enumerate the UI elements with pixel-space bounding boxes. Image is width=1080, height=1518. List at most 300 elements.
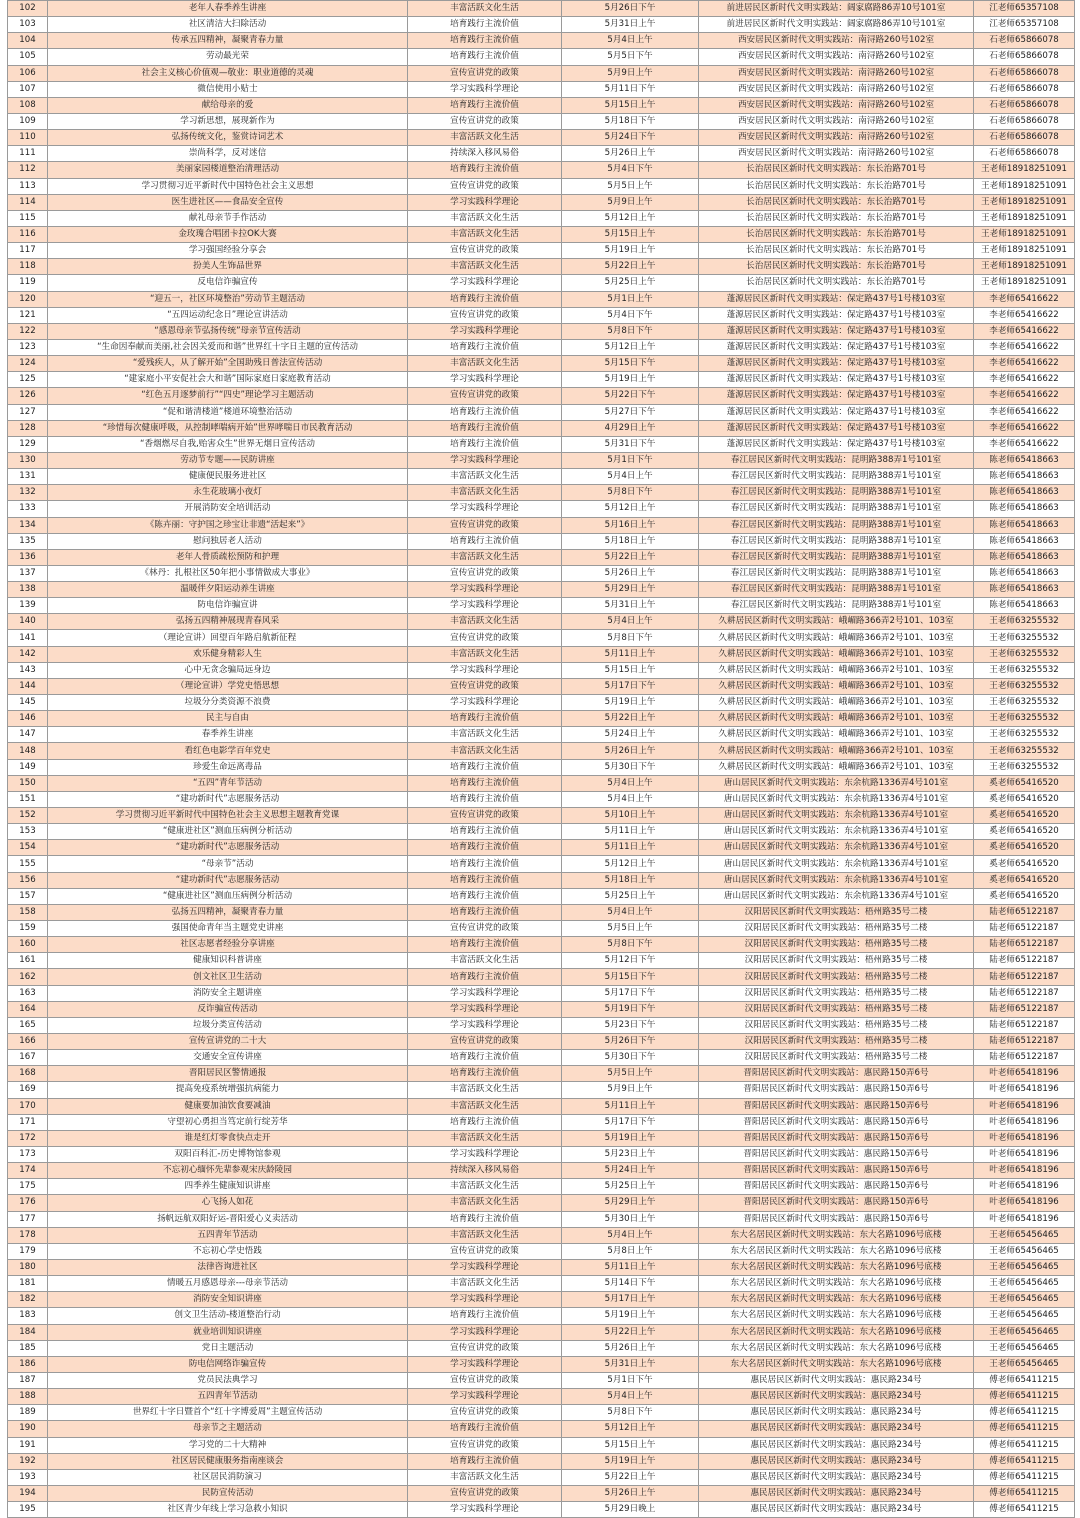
activity-time-cell: 5月15日上午 (562, 1437, 699, 1453)
activity-category-cell: 宣传宣讲党的政策 (408, 921, 562, 937)
activity-location-cell: 蓬源居民区新时代文明实践站：保定路437号1号楼103室 (699, 388, 974, 404)
table-row (8, 81, 1075, 97)
activity-location-cell: 唐山居民区新时代文明实践站：东余杭路1336弄4号101室 (699, 775, 974, 791)
activity-time-cell: 5月30日上午 (562, 1211, 699, 1227)
activity-location-cell: 唐山居民区新时代文明实践站：东余杭路1336弄4号101室 (699, 888, 974, 904)
table-row (8, 1421, 1075, 1437)
activity-category-cell: 学习实践科学理论 (408, 1389, 562, 1405)
activity-time-cell: 5月15日上午 (562, 97, 699, 113)
contact-person-cell: 王老师63255532 (974, 711, 1075, 727)
table-row (8, 921, 1075, 937)
row-number-cell: 159 (8, 921, 48, 937)
row-number-cell: 125 (8, 372, 48, 388)
activity-category-cell: 培育践行主流价值 (408, 888, 562, 904)
row-number-cell: 115 (8, 210, 48, 226)
activity-location-cell: 久耕居民区新时代文明实践站：峨嵋路366弄2号101、103室 (699, 678, 974, 694)
activity-location-cell: 惠民居民区新时代文明实践站：惠民路234号 (699, 1469, 974, 1485)
activity-time-cell: 5月31日下午 (562, 436, 699, 452)
activity-time-cell: 5月12日上午 (562, 1421, 699, 1437)
contact-person-cell: 石老师65866078 (974, 113, 1075, 129)
activity-time-cell: 5月22日上午 (562, 1469, 699, 1485)
activity-location-cell: 晋阳居民区新时代文明实践站：惠民路150弄6号 (699, 1146, 974, 1162)
activity-name-cell: 心飞扬人如花 (48, 1195, 408, 1211)
activity-name-cell: 《陈卉丽：守护国之珍宝让非遗“活起来”》 (48, 517, 408, 533)
row-number-cell: 155 (8, 856, 48, 872)
activity-category-cell: 培育践行主流价值 (408, 49, 562, 65)
activity-location-cell: 长治居民区新时代文明实践站：东长治路701号 (699, 243, 974, 259)
activity-time-cell: 5月25日上午 (562, 1179, 699, 1195)
table-row (8, 695, 1075, 711)
table-row (8, 1308, 1075, 1324)
table-row (8, 1017, 1075, 1033)
activity-location-cell: 春江居民区新时代文明实践站：昆明路388弄1号101室 (699, 517, 974, 533)
table-row (8, 985, 1075, 1001)
activity-time-cell: 5月27日下午 (562, 404, 699, 420)
activity-time-cell: 5月4日上午 (562, 775, 699, 791)
row-number-cell: 129 (8, 436, 48, 452)
activity-time-cell: 5月9日上午 (562, 1082, 699, 1098)
contact-person-cell: 叶老师65418196 (974, 1130, 1075, 1146)
contact-person-cell: 陈老师65418663 (974, 549, 1075, 565)
activity-time-cell: 5月31日上午 (562, 598, 699, 614)
activity-location-cell: 汉阳居民区新时代文明实践站：梧州路35号二楼 (699, 937, 974, 953)
row-number-cell: 111 (8, 146, 48, 162)
activity-time-cell: 5月4日上午 (562, 33, 699, 49)
contact-person-cell: 叶老师65418196 (974, 1163, 1075, 1179)
activity-time-cell: 5月19日上午 (562, 372, 699, 388)
activity-location-cell: 长治居民区新时代文明实践站：东长治路701号 (699, 178, 974, 194)
activity-time-cell: 5月14日下午 (562, 1276, 699, 1292)
activity-time-cell: 5月25日上午 (562, 275, 699, 291)
activity-category-cell: 培育践行主流价值 (408, 1211, 562, 1227)
activity-name-cell: 消防安全主题讲座 (48, 985, 408, 1001)
activity-location-cell: 春江居民区新时代文明实践站：昆明路388弄1号101室 (699, 533, 974, 549)
table-row (8, 17, 1075, 33)
row-number-cell: 165 (8, 1017, 48, 1033)
table-row (8, 1001, 1075, 1017)
activity-location-cell: 长治居民区新时代文明实践站：东长治路701号 (699, 259, 974, 275)
row-number-cell: 171 (8, 1114, 48, 1130)
activity-location-cell: 晋阳居民区新时代文明实践站：惠民路150弄6号 (699, 1130, 974, 1146)
row-number-cell: 160 (8, 937, 48, 953)
activity-name-cell: “建家庭小平安促社会大和谐”国际家庭日家庭教育活动 (48, 372, 408, 388)
contact-person-cell: 王老师65456465 (974, 1292, 1075, 1308)
activity-time-cell: 5月18日下午 (562, 113, 699, 129)
row-number-cell: 128 (8, 420, 48, 436)
activity-name-cell: 开展消防安全培训活动 (48, 501, 408, 517)
table-row (8, 937, 1075, 953)
activity-category-cell: 学习实践科学理论 (408, 275, 562, 291)
table-row (8, 49, 1075, 65)
activity-location-cell: 蓬源居民区新时代文明实践站：保定路437号1号楼103室 (699, 372, 974, 388)
activity-location-cell: 唐山居民区新时代文明实践站：东余杭路1336弄4号101室 (699, 824, 974, 840)
contact-person-cell: 王老师65456465 (974, 1259, 1075, 1275)
activity-time-cell: 5月1日下午 (562, 1372, 699, 1388)
row-number-cell: 177 (8, 1211, 48, 1227)
row-number-cell: 180 (8, 1259, 48, 1275)
activity-category-cell: 丰富活跃文化生活 (408, 1195, 562, 1211)
contact-person-cell: 陈老师65418663 (974, 452, 1075, 468)
table-row (8, 1, 1075, 17)
contact-person-cell: 李老师65416622 (974, 291, 1075, 307)
activity-time-cell: 5月11日下午 (562, 81, 699, 97)
activity-time-cell: 5月19日上午 (562, 695, 699, 711)
contact-person-cell: 叶老师65418196 (974, 1195, 1075, 1211)
activity-name-cell: 创文卫生活动-楼道整治行动 (48, 1308, 408, 1324)
activity-category-cell: 宣传宣讲党的政策 (408, 243, 562, 259)
activity-category-cell: 丰富活跃文化生活 (408, 1082, 562, 1098)
row-number-cell: 120 (8, 291, 48, 307)
table-row (8, 1502, 1075, 1518)
activity-location-cell: 惠民居民区新时代文明实践站：惠民路234号 (699, 1389, 974, 1405)
activity-location-cell: 春江居民区新时代文明实践站：昆明路388弄1号101室 (699, 452, 974, 468)
activity-name-cell: 学习贯彻习近平新时代中国特色社会主义思想主题教育党课 (48, 808, 408, 824)
row-number-cell: 163 (8, 985, 48, 1001)
activity-time-cell: 5月8日下午 (562, 1405, 699, 1421)
contact-person-cell: 王老师18918251091 (974, 178, 1075, 194)
contact-person-cell: 李老师65416622 (974, 356, 1075, 372)
table-row (8, 162, 1075, 178)
activity-time-cell: 5月26日上午 (562, 146, 699, 162)
row-number-cell: 172 (8, 1130, 48, 1146)
row-number-cell: 137 (8, 565, 48, 581)
row-number-cell: 153 (8, 824, 48, 840)
table-row (8, 1082, 1075, 1098)
table-row (8, 743, 1075, 759)
row-number-cell: 116 (8, 226, 48, 242)
activity-name-cell: 学习新思想，展现新作为 (48, 113, 408, 129)
contact-person-cell: 李老师65416622 (974, 372, 1075, 388)
activity-time-cell: 5月19日上午 (562, 1453, 699, 1469)
row-number-cell: 132 (8, 485, 48, 501)
contact-person-cell: 王老师18918251091 (974, 275, 1075, 291)
activity-category-cell: 培育践行主流价值 (408, 291, 562, 307)
activity-category-cell: 培育践行主流价值 (408, 533, 562, 549)
activity-name-cell: 党员民法典学习 (48, 1372, 408, 1388)
row-number-cell: 185 (8, 1340, 48, 1356)
contact-person-cell: 王老师63255532 (974, 695, 1075, 711)
table-row (8, 291, 1075, 307)
row-number-cell: 147 (8, 727, 48, 743)
row-number-cell: 102 (8, 1, 48, 17)
activity-name-cell: 防电信网络诈骗宣传 (48, 1356, 408, 1372)
row-number-cell: 157 (8, 888, 48, 904)
contact-person-cell: 石老师65866078 (974, 146, 1075, 162)
row-number-cell: 113 (8, 178, 48, 194)
activity-time-cell: 5月5日下午 (562, 49, 699, 65)
activity-location-cell: 蓬源居民区新时代文明实践站：保定路437号1号楼103室 (699, 323, 974, 339)
table-row (8, 1179, 1075, 1195)
activity-time-cell: 5月18日上午 (562, 872, 699, 888)
row-number-cell: 104 (8, 33, 48, 49)
activity-category-cell: 培育践行主流价值 (408, 937, 562, 953)
activity-name-cell: “爱残疾人，从了解开始”全国助残日普法宣传活动 (48, 356, 408, 372)
row-number-cell: 117 (8, 243, 48, 259)
activity-category-cell: 宣传宣讲党的政策 (408, 1243, 562, 1259)
activity-category-cell: 宣传宣讲党的政策 (408, 517, 562, 533)
activity-category-cell: 丰富活跃文化生活 (408, 259, 562, 275)
activity-time-cell: 5月12日上午 (562, 856, 699, 872)
contact-person-cell: 叶老师65418196 (974, 1146, 1075, 1162)
row-number-cell: 162 (8, 969, 48, 985)
activity-category-cell: 培育践行主流价值 (408, 872, 562, 888)
activity-category-cell: 丰富活跃文化生活 (408, 1227, 562, 1243)
table-row (8, 469, 1075, 485)
contact-person-cell: 傅老师65411215 (974, 1405, 1075, 1421)
contact-person-cell: 奚老师65416520 (974, 791, 1075, 807)
activity-name-cell: 谁是红灯零食快点走开 (48, 1130, 408, 1146)
contact-person-cell: 江老师65357108 (974, 1, 1075, 17)
activity-name-cell: 消防安全知识讲座 (48, 1292, 408, 1308)
activity-location-cell: 晋阳居民区新时代文明实践站：惠民路150弄6号 (699, 1163, 974, 1179)
contact-person-cell: 奚老师65416520 (974, 808, 1075, 824)
activity-time-cell: 5月26日上午 (562, 1485, 699, 1501)
activity-category-cell: 持续深入移风易俗 (408, 1163, 562, 1179)
table-row (8, 565, 1075, 581)
row-number-cell: 182 (8, 1292, 48, 1308)
activity-category-cell: 持续深入移风易俗 (408, 146, 562, 162)
activity-name-cell: 心中无贪念骗局远身边 (48, 662, 408, 678)
activity-time-cell: 5月26日上午 (562, 1340, 699, 1356)
activity-category-cell: 丰富活跃文化生活 (408, 210, 562, 226)
contact-person-cell: 石老师65866078 (974, 130, 1075, 146)
table-row (8, 598, 1075, 614)
table-row (8, 1066, 1075, 1082)
activity-name-cell: “建功新时代”志愿服务活动 (48, 872, 408, 888)
activity-location-cell: 汉阳居民区新时代文明实践站：梧州路35号二楼 (699, 1017, 974, 1033)
activity-time-cell: 5月30日下午 (562, 1050, 699, 1066)
table-row (8, 1243, 1075, 1259)
activity-category-cell: 培育践行主流价值 (408, 711, 562, 727)
activity-time-cell: 5月8日下午 (562, 630, 699, 646)
activity-name-cell: 五四青年节活动 (48, 1389, 408, 1405)
activity-category-cell: 宣传宣讲党的政策 (408, 1372, 562, 1388)
activity-category-cell: 学习实践科学理论 (408, 1356, 562, 1372)
activity-category-cell: 学习实践科学理论 (408, 194, 562, 210)
activity-name-cell: 垃圾分类宣传活动 (48, 1017, 408, 1033)
contact-person-cell: 奚老师65416520 (974, 824, 1075, 840)
activity-time-cell: 5月5日上午 (562, 921, 699, 937)
activity-time-cell: 5月26日上午 (562, 743, 699, 759)
table-row (8, 1372, 1075, 1388)
activity-category-cell: 培育践行主流价值 (408, 33, 562, 49)
activity-location-cell: 西安居民区新时代文明实践站：南浔路260号102室 (699, 113, 974, 129)
activity-name-cell: 温暖伴夕阳运动养生讲座 (48, 582, 408, 598)
activity-category-cell: 宣传宣讲党的政策 (408, 1405, 562, 1421)
row-number-cell: 150 (8, 775, 48, 791)
activity-time-cell: 5月8日下午 (562, 323, 699, 339)
row-number-cell: 138 (8, 582, 48, 598)
activity-time-cell: 5月19日下午 (562, 1001, 699, 1017)
row-number-cell: 175 (8, 1179, 48, 1195)
activity-category-cell: 丰富活跃文化生活 (408, 469, 562, 485)
activity-category-cell: 学习实践科学理论 (408, 582, 562, 598)
activity-location-cell: 长治居民区新时代文明实践站：东长治路701号 (699, 194, 974, 210)
row-number-cell: 173 (8, 1146, 48, 1162)
activity-category-cell: 培育践行主流价值 (408, 17, 562, 33)
activity-category-cell: 培育践行主流价值 (408, 1453, 562, 1469)
activity-category-cell: 培育践行主流价值 (408, 840, 562, 856)
contact-person-cell: 奚老师65416520 (974, 856, 1075, 872)
activity-category-cell: 培育践行主流价值 (408, 436, 562, 452)
activity-category-cell: 宣传宣讲党的政策 (408, 113, 562, 129)
table-row (8, 452, 1075, 468)
table-row (8, 711, 1075, 727)
table-row (8, 1211, 1075, 1227)
activity-name-cell: 金玫瑰合唱团卡拉OK大赛 (48, 226, 408, 242)
activity-name-cell: 献给母亲的爱 (48, 97, 408, 113)
table-row (8, 388, 1075, 404)
activity-time-cell: 5月24日下午 (562, 130, 699, 146)
table-row (8, 1276, 1075, 1292)
activity-location-cell: 长治居民区新时代文明实践站：东长治路701号 (699, 275, 974, 291)
contact-person-cell: 陆老师65122187 (974, 985, 1075, 1001)
activity-time-cell: 5月11日上午 (562, 1259, 699, 1275)
activity-location-cell: 蓬源居民区新时代文明实践站：保定路437号1号楼103室 (699, 339, 974, 355)
contact-person-cell: 王老师63255532 (974, 678, 1075, 694)
activity-time-cell: 5月4日上午 (562, 791, 699, 807)
activity-location-cell: 蓬源居民区新时代文明实践站：保定路437号1号楼103室 (699, 404, 974, 420)
activity-category-cell: 宣传宣讲党的政策 (408, 630, 562, 646)
activity-location-cell: 西安居民区新时代文明实践站：南浔路260号102室 (699, 49, 974, 65)
activity-time-cell: 5月5日上午 (562, 1066, 699, 1082)
activity-name-cell: “母亲节”活动 (48, 856, 408, 872)
activity-location-cell: 唐山居民区新时代文明实践站：东余杭路1336弄4号101室 (699, 856, 974, 872)
activity-location-cell: 东大名居民区新时代文明实践站：东大名路1096号底楼 (699, 1227, 974, 1243)
contact-person-cell: 陆老师65122187 (974, 921, 1075, 937)
activity-time-cell: 5月4日上午 (562, 904, 699, 920)
activity-category-cell: 宣传宣讲党的政策 (408, 808, 562, 824)
activity-location-cell: 晋阳居民区新时代文明实践站：惠民路150弄6号 (699, 1098, 974, 1114)
activity-category-cell: 宣传宣讲党的政策 (408, 178, 562, 194)
activity-name-cell: 珍爱生命远离毒品 (48, 759, 408, 775)
activity-name-cell: 扮美人生饰品世界 (48, 259, 408, 275)
activity-category-cell: 丰富活跃文化生活 (408, 1, 562, 17)
contact-person-cell: 傅老师65411215 (974, 1389, 1075, 1405)
activity-time-cell: 5月17日下午 (562, 678, 699, 694)
contact-person-cell: 傅老师65411215 (974, 1372, 1075, 1388)
table-row (8, 759, 1075, 775)
activity-name-cell: 民防宣传活动 (48, 1485, 408, 1501)
contact-person-cell: 王老师63255532 (974, 630, 1075, 646)
activity-category-cell: 宣传宣讲党的政策 (408, 1034, 562, 1050)
contact-person-cell: 陆老师65122187 (974, 1001, 1075, 1017)
row-number-cell: 158 (8, 904, 48, 920)
contact-person-cell: 王老师18918251091 (974, 226, 1075, 242)
activity-location-cell: 春江居民区新时代文明实践站：昆明路388弄1号101室 (699, 598, 974, 614)
activity-category-cell: 学习实践科学理论 (408, 1146, 562, 1162)
activity-location-cell: 东大名居民区新时代文明实践站：东大名路1096号底楼 (699, 1324, 974, 1340)
row-number-cell: 109 (8, 113, 48, 129)
contact-person-cell: 江老师65357108 (974, 17, 1075, 33)
activity-name-cell: （理论宣讲）回望百年路启航新征程 (48, 630, 408, 646)
activity-time-cell: 5月26日下午 (562, 1, 699, 17)
activity-time-cell: 5月22日上午 (562, 1324, 699, 1340)
contact-person-cell: 李老师65416622 (974, 323, 1075, 339)
contact-person-cell: 王老师65456465 (974, 1276, 1075, 1292)
activity-category-cell: 宣传宣讲党的政策 (408, 1340, 562, 1356)
activity-location-cell: 久耕居民区新时代文明实践站：峨嵋路366弄2号101、103室 (699, 695, 974, 711)
contact-person-cell: 奚老师65416520 (974, 888, 1075, 904)
activity-location-cell: 汉阳居民区新时代文明实践站：梧州路35号二楼 (699, 921, 974, 937)
activity-location-cell: 东大名居民区新时代文明实践站：东大名路1096号底楼 (699, 1308, 974, 1324)
table-row (8, 65, 1075, 81)
table-row (8, 1098, 1075, 1114)
activity-location-cell: 长治居民区新时代文明实践站：东长治路701号 (699, 210, 974, 226)
contact-person-cell: 陈老师65418663 (974, 469, 1075, 485)
activity-time-cell: 5月29日上午 (562, 582, 699, 598)
contact-person-cell: 王老师18918251091 (974, 259, 1075, 275)
row-number-cell: 108 (8, 97, 48, 113)
activity-name-cell: “建功新时代”志愿服务活动 (48, 791, 408, 807)
activity-time-cell: 5月12日下午 (562, 953, 699, 969)
activity-name-cell: 慰问独居老人活动 (48, 533, 408, 549)
contact-person-cell: 陆老师65122187 (974, 937, 1075, 953)
table-row (8, 662, 1075, 678)
activity-location-cell: 久耕居民区新时代文明实践站：峨嵋路366弄2号101、103室 (699, 743, 974, 759)
table-row (8, 678, 1075, 694)
table-row (8, 1130, 1075, 1146)
row-number-cell: 154 (8, 840, 48, 856)
table-row (8, 259, 1075, 275)
row-number-cell: 168 (8, 1066, 48, 1082)
activity-category-cell: 学习实践科学理论 (408, 1502, 562, 1518)
activity-category-cell: 培育践行主流价值 (408, 791, 562, 807)
table-row (8, 953, 1075, 969)
activity-category-cell: 丰富活跃文化生活 (408, 1098, 562, 1114)
activity-time-cell: 5月11日上午 (562, 1098, 699, 1114)
contact-person-cell: 叶老师65418196 (974, 1098, 1075, 1114)
activity-category-cell: 培育践行主流价值 (408, 904, 562, 920)
table-row (8, 614, 1075, 630)
activity-time-cell: 5月29日晚上 (562, 1502, 699, 1518)
activity-category-cell: 培育践行主流价值 (408, 162, 562, 178)
row-number-cell: 123 (8, 339, 48, 355)
activity-time-cell: 5月1日上午 (562, 291, 699, 307)
row-number-cell: 121 (8, 307, 48, 323)
activity-location-cell: 汉阳居民区新时代文明实践站：梧州路35号二楼 (699, 969, 974, 985)
contact-person-cell: 陆老师65122187 (974, 904, 1075, 920)
activity-name-cell: 社会主义核心价值观—敬业：职业道德的灵魂 (48, 65, 408, 81)
table-row (8, 339, 1075, 355)
contact-person-cell: 傅老师65411215 (974, 1469, 1075, 1485)
contact-person-cell: 王老师63255532 (974, 614, 1075, 630)
activity-time-cell: 5月4日下午 (562, 162, 699, 178)
activity-name-cell: “建功新时代”志愿服务活动 (48, 840, 408, 856)
table-row (8, 501, 1075, 517)
row-number-cell: 156 (8, 872, 48, 888)
table-row (8, 194, 1075, 210)
activity-location-cell: 久耕居民区新时代文明实践站：峨嵋路366弄2号101、103室 (699, 614, 974, 630)
activity-location-cell: 蓬源居民区新时代文明实践站：保定路437号1号楼103室 (699, 436, 974, 452)
activity-category-cell: 丰富活跃文化生活 (408, 646, 562, 662)
activity-location-cell: 晋阳居民区新时代文明实践站：惠民路150弄6号 (699, 1195, 974, 1211)
table-row (8, 1227, 1075, 1243)
row-number-cell: 139 (8, 598, 48, 614)
activity-location-cell: 久耕居民区新时代文明实践站：峨嵋路366弄2号101、103室 (699, 711, 974, 727)
activity-location-cell: 西安居民区新时代文明实践站：南浔路260号102室 (699, 81, 974, 97)
activity-category-cell: 培育践行主流价值 (408, 824, 562, 840)
activity-time-cell: 5月15日下午 (562, 356, 699, 372)
contact-person-cell: 叶老师65418196 (974, 1114, 1075, 1130)
activity-category-cell: 培育践行主流价值 (408, 404, 562, 420)
activity-name-cell: 老年人骨质疏松预防和护理 (48, 549, 408, 565)
activity-name-cell: “健康进社区”测血压病例分析活动 (48, 824, 408, 840)
activity-time-cell: 5月1日下午 (562, 452, 699, 468)
row-number-cell: 164 (8, 1001, 48, 1017)
table-row (8, 372, 1075, 388)
activity-location-cell: 西安居民区新时代文明实践站：南浔路260号102室 (699, 130, 974, 146)
